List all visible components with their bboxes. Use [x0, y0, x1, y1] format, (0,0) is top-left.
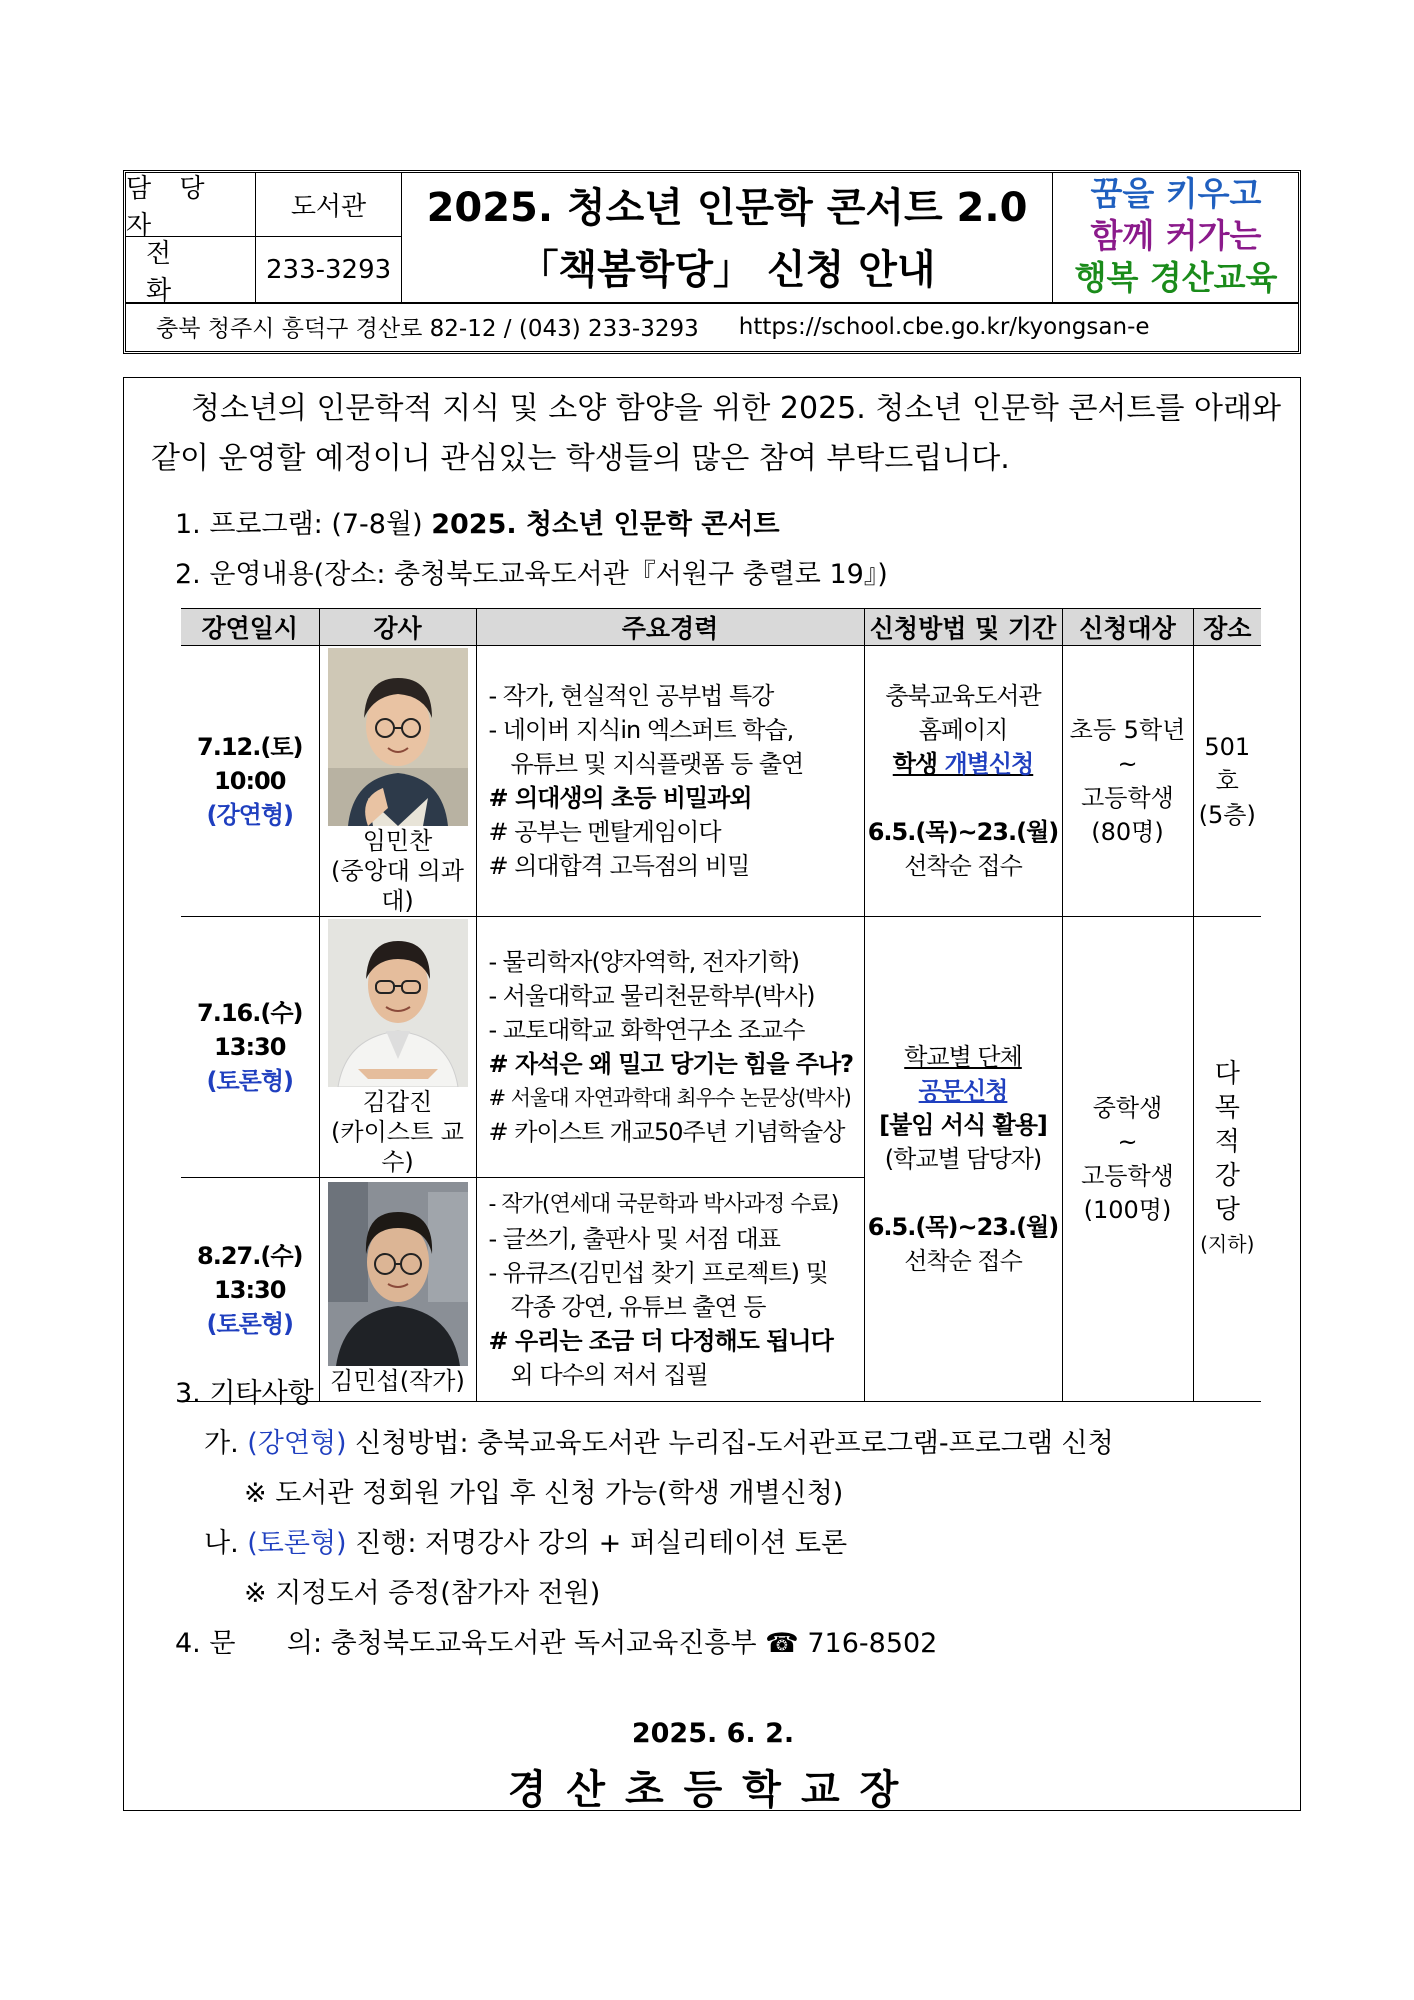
career-line: - 네이버 지식in 엑스퍼트 학습,	[488, 716, 794, 744]
lecture-date-cell	[181, 917, 319, 1178]
method-period: 6.5.(목)~23.(월)	[867, 818, 1059, 846]
place-text: (5층)	[1198, 801, 1256, 829]
method-text: 학생	[892, 750, 945, 778]
slogan	[1052, 173, 1299, 302]
lecturer-affiliation: (카이스트 교수)	[331, 1118, 464, 1176]
lecture-type: (강연형)	[206, 801, 293, 829]
place-text: 당	[1214, 1195, 1240, 1225]
etc-a-text: 신청방법: 충북교육도서관 누리집-도서관프로그램-프로그램 신청	[346, 1428, 1114, 1459]
target-text: (80명)	[1091, 818, 1164, 846]
career-line: - 교토대학교 화학연구소 조교수	[488, 1016, 805, 1044]
main-content-box	[123, 377, 1301, 1811]
method-highlight: 개별신청	[944, 750, 1034, 778]
col-header-method: 신청방법 및 기간	[864, 609, 1062, 646]
header-top	[126, 173, 1298, 304]
school-url[interactable]: https://school.cbe.go.kr/kyongsan-e	[738, 313, 1150, 340]
target-text: ~	[1117, 750, 1138, 778]
method-text: [붙임 서식 활용]	[879, 1111, 1047, 1139]
school-address: 충북 청주시 흥덕구 경산로 82-12 / (043) 233-3293	[156, 316, 699, 342]
lecture-date: 8.27.(수)	[197, 1241, 303, 1270]
slogan-line-3: 행복 경산교육	[1074, 258, 1278, 297]
principal-signature: 경산초등학교장	[507, 1767, 919, 1813]
method-cell	[864, 646, 1062, 917]
career-line: 외 다수의 저서 집필	[510, 1360, 708, 1389]
target-cell	[1062, 646, 1193, 917]
method-highlight: 공문신청	[918, 1077, 1008, 1105]
etc-b-text: 진행: 저명강사 강의 + 퍼실리테이션 토론	[346, 1528, 848, 1559]
place-text: 적	[1214, 1127, 1240, 1157]
career-line: # 의대생의 초등 비밀과외	[488, 784, 752, 812]
career-line: # 서울대 자연과학대 최우수 논문상(박사)	[488, 1086, 851, 1110]
career-line: 각종 강연, 유튜브 출연 등	[510, 1292, 766, 1321]
career-line: - 유큐즈(김민섭 찾기 프로젝트) 및	[488, 1258, 828, 1287]
table-header-row	[181, 609, 1261, 646]
lecturer-photo	[328, 919, 468, 1087]
method-period: 6.5.(목)~23.(월)	[867, 1213, 1059, 1241]
lecturer-cell	[319, 646, 476, 917]
lecturer-name: 임민찬	[362, 827, 433, 855]
table-row	[181, 917, 1261, 1178]
lecture-time: 13:30	[214, 1033, 286, 1061]
header-box	[123, 170, 1301, 354]
manager-label: 담 당 자	[126, 173, 256, 237]
lecturer-name: 김갑진	[362, 1088, 433, 1116]
etc-title: 3. 기타사항	[175, 1378, 314, 1409]
lecturer-photo	[328, 648, 468, 826]
etc-b-prefix: 나.	[204, 1528, 248, 1559]
program-table	[181, 608, 1261, 1402]
intro-text: 청소년의 인문학적 지식 및 소양 함양을 위한 2025. 청소년 인문학 콘서트를 아래와 같이 운영할 예정이니 관심있는 학생들의 많은 참여 부탁드립니다.	[151, 391, 1281, 476]
career-cell	[476, 1178, 864, 1402]
target-text: (100명)	[1083, 1196, 1172, 1224]
method-text: 선착순 접수	[904, 852, 1022, 880]
career-line: - 작가, 현실적인 공부법 특강	[488, 682, 774, 710]
career-line: - 글쓰기, 출판사 및 서점 대표	[488, 1224, 780, 1253]
lecture-type: (토론형)	[206, 1309, 293, 1338]
lecture-date-cell	[181, 1178, 319, 1402]
place-text: 다	[1214, 1059, 1240, 1089]
contact-line: 4. 문 의: 충청북도교육도서관 독서교육진흥부 ☎ 716-8502	[175, 1628, 938, 1659]
etc-b-type: (토론형)	[247, 1528, 347, 1559]
lecturer-name: 김민섭(작가)	[330, 1367, 465, 1395]
etc-item-b	[204, 1521, 847, 1560]
method-text: 학교별 단체	[904, 1043, 1022, 1071]
lecture-date: 7.12.(토)	[197, 733, 303, 761]
lecture-time: 13:30	[214, 1275, 286, 1304]
program-name: 2025. 청소년 인문학 콘서트	[431, 509, 780, 540]
col-header-place: 장소	[1193, 609, 1261, 646]
document-date: 2025. 6. 2.	[631, 1718, 795, 1749]
career-line: # 공부는 멘탈게임이다	[488, 818, 721, 846]
etc-a-type: (강연형)	[247, 1428, 347, 1459]
title-line-2: 「책봄학당」 신청 안내	[518, 247, 936, 293]
col-header-career: 주요경력	[476, 609, 864, 646]
place-text: 501	[1204, 733, 1251, 761]
target-cell	[1062, 917, 1193, 1402]
career-line: - 작가(연세대 국문학과 박사과정 수료)	[488, 1191, 839, 1217]
table-row	[181, 646, 1261, 917]
slogan-line-2: 함께 커가는	[1090, 216, 1262, 255]
career-line: - 서울대학교 물리천문학부(박사)	[488, 982, 815, 1010]
lecture-type: (토론형)	[206, 1067, 293, 1095]
document-title	[402, 173, 1052, 302]
target-text: 고등학생	[1081, 784, 1174, 812]
career-cell	[476, 917, 864, 1178]
etc-note-b: ※ 지정도서 증정(참가자 전원)	[244, 1578, 601, 1609]
career-line: # 카이스트 개교50주년 기념학술상	[488, 1118, 845, 1146]
career-line: # 자석은 왜 밀고 당기는 힘을 주나?	[488, 1050, 854, 1078]
method-text: 홈페이지	[918, 716, 1008, 744]
career-line: 유튜브 및 지식플랫폼 등 출연	[510, 750, 804, 778]
method-text: 충북교육도서관	[885, 682, 1041, 710]
place-text: 호	[1215, 767, 1239, 795]
career-line: # 우리는 조금 더 다정해도 됩니다	[488, 1326, 833, 1355]
col-header-date: 강연일시	[181, 609, 319, 646]
place-cell	[1193, 917, 1261, 1402]
etc-note-a: ※ 도서관 정회원 가입 후 신청 가능(학생 개별신청)	[244, 1478, 844, 1509]
col-header-lecturer: 강사	[319, 609, 476, 646]
target-text: 초등 5학년	[1069, 716, 1186, 744]
career-line: # 의대합격 고득점의 비밀	[488, 852, 750, 880]
target-text: ~	[1117, 1128, 1138, 1156]
phone-value: 233-3293	[256, 237, 402, 302]
place-text: 강	[1214, 1161, 1240, 1191]
method-cell	[864, 917, 1062, 1402]
program-prefix: 1. 프로그램: (7-8월)	[175, 509, 423, 540]
etc-a-prefix: 가.	[204, 1428, 248, 1459]
program-item	[175, 502, 780, 541]
career-cell	[476, 646, 864, 917]
lecturer-affiliation: (중앙대 의과대)	[331, 857, 464, 915]
title-line-1: 2025. 청소년 인문학 콘서트 2.0	[426, 185, 1028, 231]
operation-item: 2. 운영내용(장소: 충청북도교육도서관『서원구 충렬로 19』)	[175, 559, 888, 590]
place-cell	[1193, 646, 1261, 917]
place-text: (지하)	[1200, 1232, 1255, 1256]
slogan-line-1: 꿈을 키우고	[1090, 174, 1262, 213]
career-line: - 물리학자(양자역학, 전자기학)	[488, 948, 799, 976]
phone-label: 전 화	[126, 237, 256, 302]
intro-paragraph	[151, 384, 1281, 484]
target-text: 고등학생	[1081, 1162, 1174, 1190]
etc-item-a	[204, 1421, 1114, 1460]
lecture-time: 10:00	[214, 767, 286, 795]
lecturer-cell	[319, 917, 476, 1178]
lecture-date-cell	[181, 646, 319, 917]
place-text: 목	[1214, 1093, 1240, 1123]
method-text: 선착순 접수	[904, 1247, 1022, 1275]
header-address-bar	[126, 302, 1298, 351]
lecture-date: 7.16.(수)	[197, 999, 303, 1027]
lecturer-photo	[328, 1182, 468, 1366]
manager-value: 도서관	[256, 173, 402, 237]
lecturer-cell	[319, 1178, 476, 1402]
target-text: 중학생	[1092, 1094, 1163, 1122]
method-text: (학교별 담당자)	[884, 1145, 1042, 1173]
col-header-target: 신청대상	[1062, 609, 1193, 646]
